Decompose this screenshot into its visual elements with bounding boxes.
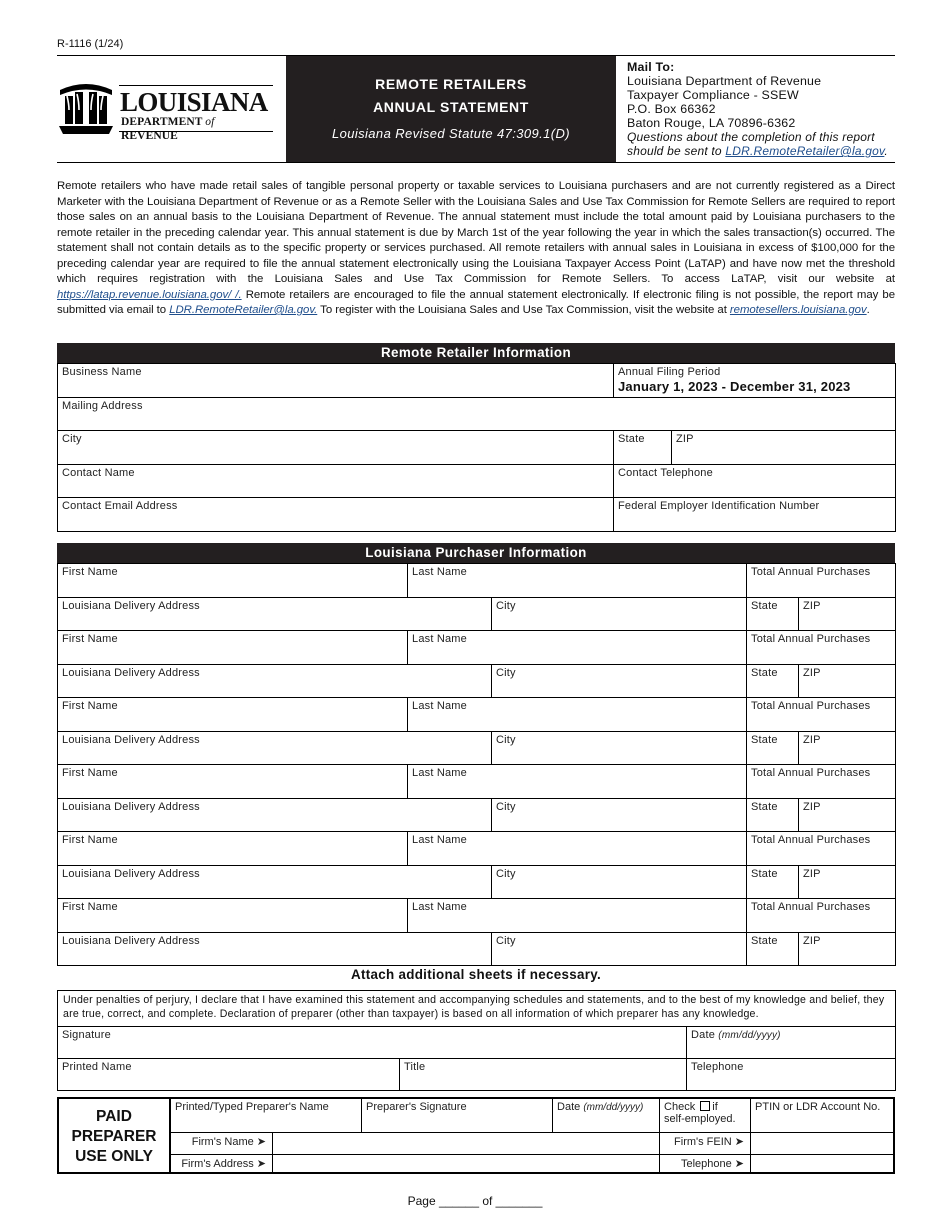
last-name-field[interactable]: Last Name: [408, 899, 747, 933]
city-field[interactable]: City: [492, 597, 747, 631]
contact-name-field[interactable]: Contact Name: [58, 464, 614, 498]
firm-name-field[interactable]: [273, 1132, 660, 1154]
firm-fein-label: Firm's FEIN ➤: [660, 1132, 751, 1154]
delivery-address-field[interactable]: Louisiana Delivery Address: [58, 865, 492, 899]
ptin-field[interactable]: PTIN or LDR Account No.: [751, 1099, 894, 1132]
telephone-field[interactable]: Telephone: [687, 1059, 896, 1091]
state-field[interactable]: State: [747, 932, 799, 966]
first-name-field[interactable]: First Name: [58, 899, 408, 933]
retailer-section: [57, 343, 895, 532]
retailer-table: [57, 363, 896, 532]
delivery-address-field[interactable]: Louisiana Delivery Address: [58, 932, 492, 966]
self-employed-field: Check if self-employed.: [660, 1099, 751, 1132]
logo-rule: [119, 85, 273, 86]
contact-email-field[interactable]: Contact Email Address: [58, 498, 614, 532]
total-purchases-field[interactable]: Total Annual Purchases: [747, 564, 896, 598]
contact-phone-field[interactable]: Contact Telephone: [614, 464, 896, 498]
last-name-field[interactable]: Last Name: [408, 765, 747, 799]
state-field[interactable]: State: [747, 597, 799, 631]
zip-field[interactable]: ZIP: [799, 798, 896, 832]
city-field[interactable]: City: [492, 865, 747, 899]
total-purchases-field[interactable]: Total Annual Purchases: [747, 698, 896, 732]
delivery-address-field[interactable]: Louisiana Delivery Address: [58, 798, 492, 832]
city-field[interactable]: City: [58, 431, 614, 465]
mail-to-line: Baton Rouge, LA 70896-6362: [627, 116, 796, 130]
purchaser-section-header: Louisiana Purchaser Information: [57, 543, 895, 563]
total-purchases-field[interactable]: Total Annual Purchases: [747, 765, 896, 799]
purchaser-section: [57, 543, 895, 966]
email-link[interactable]: LDR.RemoteRetailer@la.gov.: [169, 304, 318, 316]
last-name-field[interactable]: Last Name: [408, 564, 747, 598]
first-name-field[interactable]: First Name: [58, 564, 408, 598]
city-field[interactable]: City: [492, 798, 747, 832]
filing-period-field: Annual Filing Period January 1, 2023 - December 31, 2023: [614, 364, 896, 398]
mail-to-line: Taxpayer Compliance - SSEW: [627, 88, 799, 102]
page-counter: Page ______ of _______: [407, 1194, 543, 1208]
preparer-name-field[interactable]: Printed/Typed Preparer's Name: [171, 1099, 362, 1132]
mail-to-question: should be sent to LDR.RemoteRetailer@la.gov.: [627, 144, 888, 158]
capitol-icon: [57, 80, 115, 136]
self-employed-checkbox[interactable]: [700, 1101, 710, 1111]
mail-to: [627, 60, 895, 158]
signature-field[interactable]: Signature: [58, 1027, 687, 1059]
preparer-signature-field[interactable]: Preparer's Signature: [362, 1099, 553, 1132]
attach-note: Attach additional sheets if necessary.: [350, 967, 602, 982]
preparer-date-field[interactable]: Date (mm/dd/yyyy): [553, 1099, 660, 1132]
delivery-address-field[interactable]: Louisiana Delivery Address: [58, 664, 492, 698]
perjury-declaration: Under penalties of perjury, I declare that I have examined this statement and accompanying schedules and statements, and to the best of my knowledge and belief, they are true, correct, and complete. Declaration of preparer (other than taxpayer) is based on all information of which preparer has any knowledge.: [58, 991, 896, 1027]
purchaser-table: [57, 563, 896, 966]
form-id: R-1116 (1/24): [57, 38, 124, 50]
logo-department: DEPARTMENT of REVENUE: [121, 116, 215, 142]
zip-field[interactable]: ZIP: [672, 431, 896, 465]
mail-to-line: Louisiana Department of Revenue: [627, 74, 822, 88]
email-link[interactable]: LDR.RemoteRetailer@la.gov: [725, 144, 885, 158]
statute: Louisiana Revised Statute 47:309.1(D): [331, 126, 571, 141]
state-field[interactable]: State: [747, 865, 799, 899]
firm-telephone-field[interactable]: [751, 1154, 894, 1172]
intro-paragraph: Remote retailers who have made retail sales of tangible personal property or taxable services to Louisiana purchasers and are not currently registered as a Direct Marketer with the Louisiana Department of Revenue or as a Remote Seller with the Louisiana Sales and Use Tax Commission for Remote Sellers are required to report those sales on an annual basis to the Louisiana Department of Revenue. The annual statement must include the total amount paid by Louisiana purchasers to the remote retailer in the preceding calendar year. This annual statement is due by March 1st of the year following the year in which the sales transaction(s) occurred. The statement shall not contain details as to the specific property or services purchased. All remote retailers with annual sales in Louisiana in excess of $100,000 for the preceding calendar year are required to file the annual statement electronically using the Louisiana Taxpayer Access Point (LaTAP) and have now met the threshold which requires registration with the Louisiana Sales and Use Tax Commission for Remote Sellers. To access LaTAP, visit our website at https://latap.revenue.louisiana.gov/ /. Remote retailers are encouraged to file the annual statement electronically. If electronic filing is not possible, the report may be submitted via email to LDR.RemoteRetailer@la.gov. To register with the Louisiana Sales and Use Tax Commission, visit the website at remotesellers.louisiana.gov.: [57, 180, 895, 316]
zip-field[interactable]: ZIP: [799, 731, 896, 765]
city-field[interactable]: City: [492, 664, 747, 698]
delivery-address-field[interactable]: Louisiana Delivery Address: [58, 597, 492, 631]
city-field[interactable]: City: [492, 731, 747, 765]
firm-name-label: Firm's Name ➤: [171, 1132, 273, 1154]
header-rule: [57, 162, 895, 163]
title-block: [286, 56, 616, 162]
mail-to-question: Questions about the completion of this report: [627, 130, 875, 144]
mail-to-line: P.O. Box 66362: [627, 102, 716, 116]
last-name-field[interactable]: Last Name: [408, 832, 747, 866]
title-field[interactable]: Title: [400, 1059, 687, 1091]
declaration-table: [57, 990, 896, 1091]
delivery-address-field[interactable]: Louisiana Delivery Address: [58, 731, 492, 765]
firm-address-label: Firm's Address ➤: [171, 1154, 273, 1172]
zip-field[interactable]: ZIP: [799, 932, 896, 966]
total-purchases-field[interactable]: Total Annual Purchases: [747, 899, 896, 933]
last-name-field[interactable]: Last Name: [408, 698, 747, 732]
paid-preparer-section: [57, 1097, 895, 1174]
city-field[interactable]: City: [492, 932, 747, 966]
firm-telephone-label: Telephone ➤: [660, 1154, 751, 1172]
state-field[interactable]: State: [614, 431, 672, 465]
state-field[interactable]: State: [747, 664, 799, 698]
filing-period-value: January 1, 2023 - December 31, 2023: [618, 379, 851, 394]
printed-name-field[interactable]: Printed Name: [58, 1059, 400, 1091]
first-name-field[interactable]: First Name: [58, 631, 408, 665]
ldr-logo: [57, 80, 273, 142]
state-field[interactable]: State: [747, 731, 799, 765]
firm-fein-field[interactable]: [751, 1132, 894, 1154]
total-purchases-field[interactable]: Total Annual Purchases: [747, 631, 896, 665]
firm-address-field[interactable]: [273, 1154, 660, 1172]
first-name-field[interactable]: First Name: [58, 698, 408, 732]
date-field[interactable]: Date (mm/dd/yyyy): [687, 1027, 896, 1059]
title-line2: ANNUAL STATEMENT: [373, 99, 529, 115]
title-line1: REMOTE RETAILERS: [375, 76, 527, 92]
declaration-section: [57, 990, 895, 1091]
business-name-field[interactable]: Business Name: [58, 364, 614, 398]
zip-field[interactable]: ZIP: [799, 865, 896, 899]
mail-to-heading: Mail To:: [627, 60, 675, 74]
zip-field[interactable]: ZIP: [799, 597, 896, 631]
last-name-field[interactable]: Last Name: [408, 631, 747, 665]
paid-preparer-label: PAID PREPARER USE ONLY: [59, 1099, 170, 1172]
preparer-table: [170, 1099, 894, 1172]
fein-field[interactable]: Federal Employer Identification Number: [614, 498, 896, 532]
retailer-section-header: Remote Retailer Information: [57, 343, 895, 363]
logo-rule: [119, 131, 273, 132]
total-purchases-field[interactable]: Total Annual Purchases: [747, 832, 896, 866]
remotesellers-link[interactable]: remotesellers.louisiana.gov: [729, 304, 867, 316]
first-name-field[interactable]: First Name: [58, 832, 408, 866]
state-field[interactable]: State: [747, 798, 799, 832]
first-name-field[interactable]: First Name: [58, 765, 408, 799]
mailing-address-field[interactable]: Mailing Address: [58, 397, 896, 431]
logo-name: LOUISIANA: [120, 87, 268, 117]
zip-field[interactable]: ZIP: [799, 664, 896, 698]
latap-link[interactable]: https://latap.revenue.louisiana.gov/ /.: [57, 288, 242, 301]
